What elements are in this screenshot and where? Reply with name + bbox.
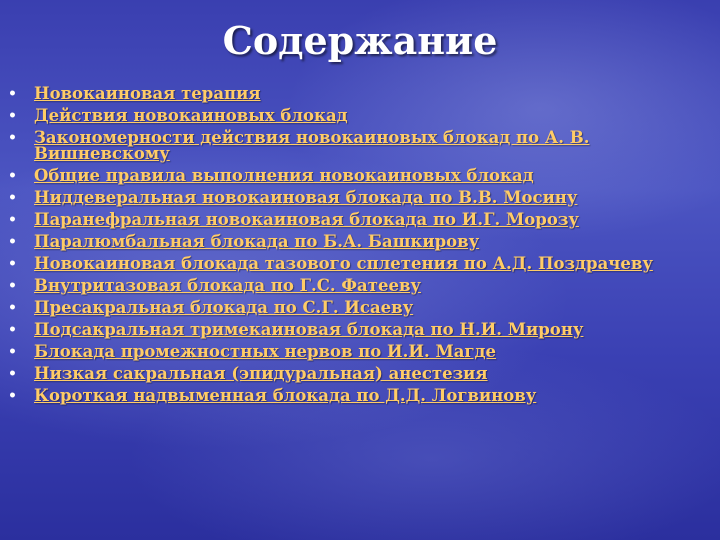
toc-link-blockade-actions[interactable]: Действия новокаиновых блокад xyxy=(34,106,348,125)
toc-item xyxy=(8,190,708,206)
bullet-icon: • xyxy=(8,130,17,146)
toc-item xyxy=(8,256,708,272)
bullet-icon: • xyxy=(8,256,17,272)
toc-link-moroz-blockade[interactable]: Паранефральная новокаиновая блокада по И.Г. Морозу xyxy=(34,210,579,229)
toc-item xyxy=(8,108,708,124)
bullet-icon: • xyxy=(8,108,17,124)
toc-link-magda-blockade[interactable]: Блокада промежностных нервов по И.И. Магде xyxy=(34,342,497,361)
toc-item xyxy=(8,322,708,338)
toc-link-mosin-blockade[interactable]: Ниддеверальная новокаиновая блокада по В.В. Мосину xyxy=(34,188,578,207)
bullet-icon: • xyxy=(8,322,17,338)
toc-link-isaev-blockade[interactable]: Пресакральная блокада по С.Г. Исаеву xyxy=(34,298,414,317)
toc-link-bashkirov-blockade[interactable]: Паралюмбальная блокада по Б.А. Башкирову xyxy=(34,232,480,251)
bullet-icon: • xyxy=(8,86,17,102)
bullet-icon: • xyxy=(8,344,17,360)
toc-link-low-sacral-anesthesia[interactable]: Низкая сакральная (эпидуральная) анестезия xyxy=(34,364,488,383)
toc-link-pelvic-plexus-blockade[interactable]: Новокаиновая блокада тазового сплетения по А.Д. Поздрачеву xyxy=(34,254,653,273)
toc-link-fateev-blockade[interactable]: Внутритазовая блокада по Г.С. Фатееву xyxy=(34,276,421,295)
toc-link-logvinov-blockade[interactable]: Короткая надвыменная блокада по Д.Д. Логвинову xyxy=(34,386,537,405)
toc-link-miron-blockade[interactable]: Подсакральная тримекаиновая блокада по Н.И. Мирону xyxy=(34,320,584,339)
toc-item xyxy=(8,344,708,360)
bullet-icon: • xyxy=(8,190,17,206)
bullet-icon: • xyxy=(8,212,17,228)
bullet-icon: • xyxy=(8,388,17,404)
table-of-contents xyxy=(8,86,708,410)
toc-item xyxy=(8,212,708,228)
bullet-icon: • xyxy=(8,168,17,184)
toc-item xyxy=(8,234,708,250)
toc-item xyxy=(8,130,708,162)
toc-link-vishnevsky-patterns[interactable]: Закономерности действия новокаиновых блокад по А. В. Вишневскому xyxy=(34,128,590,163)
bullet-icon: • xyxy=(8,278,17,294)
bullet-icon: • xyxy=(8,234,17,250)
toc-link-novocaine-therapy[interactable]: Новокаиновая терапия xyxy=(34,84,261,103)
bullet-icon: • xyxy=(8,366,17,382)
toc-item xyxy=(8,86,708,102)
bullet-icon: • xyxy=(8,300,17,316)
toc-item xyxy=(8,366,708,382)
slide-title: Содержание xyxy=(222,18,498,63)
toc-item xyxy=(8,168,708,184)
toc-item xyxy=(8,278,708,294)
toc-item xyxy=(8,388,708,404)
toc-link-general-rules[interactable]: Общие правила выполнения новокаиновых блокад xyxy=(34,166,534,185)
toc-item xyxy=(8,300,708,316)
